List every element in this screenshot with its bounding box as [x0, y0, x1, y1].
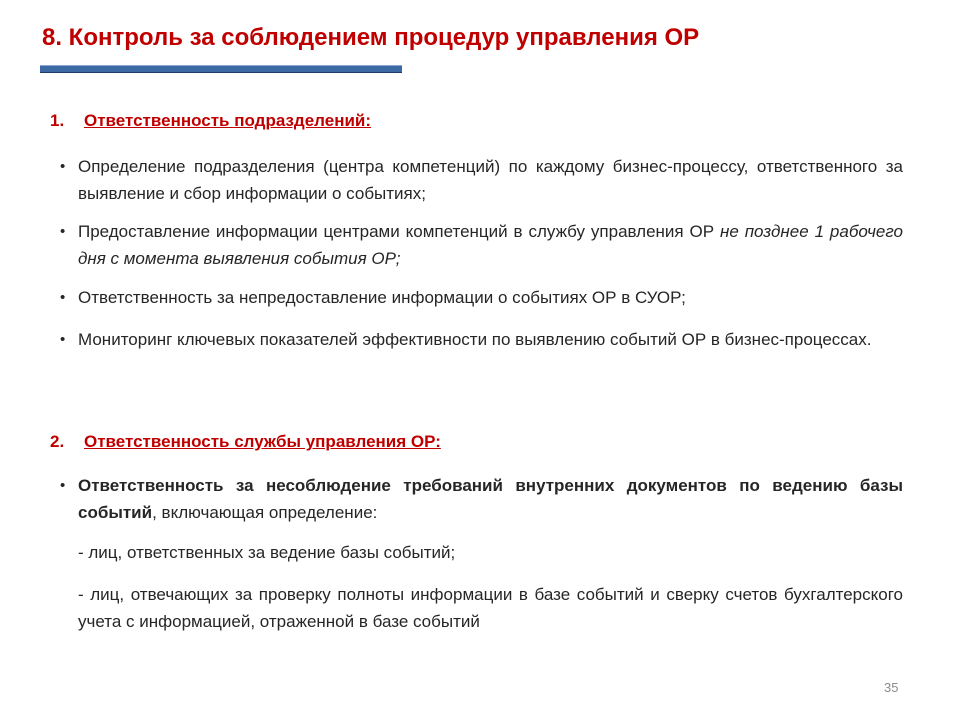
section-2-bullet-1: [60, 472, 903, 526]
bullet-text: [78, 218, 903, 272]
bullet-text-regular: Предоставление информации центрами компетенций в службу управления ОР: [78, 222, 720, 241]
title-underline-bar: [40, 65, 402, 73]
section-1-bullet-1: [60, 153, 903, 207]
bullet-text-regular: , включающая определение:: [152, 503, 378, 522]
bullet-text: Определение подразделения (центра компетенций) по каждому бизнес-процессу, ответственного за выявление и сбор информации о событиях;: [78, 157, 903, 203]
bullet-dot-icon: •: [60, 289, 66, 306]
section-1-label: Ответственность подразделений:: [84, 111, 372, 130]
section-2-heading: [50, 432, 441, 452]
bullet-dot-icon: •: [60, 331, 66, 348]
bullet-dot-icon: •: [60, 477, 66, 494]
section-1-heading: [50, 111, 371, 131]
bullet-text-bold: Ответственность за несоблюдение требований внутренних документов по ведению базы событий: [78, 476, 903, 522]
section-1-bullet-3: [60, 284, 903, 311]
bullet-dot-icon: •: [60, 158, 66, 175]
page-number: 35: [884, 680, 899, 695]
bullet-text: Ответственность за непредоставление информации о событиях ОР в СУОР;: [78, 288, 686, 307]
bullet-dot-icon: •: [60, 223, 66, 240]
section-2-dash-1: - лиц, ответственных за ведение базы событий;: [78, 543, 456, 562]
section-1-number: 1.: [50, 111, 65, 130]
section-2-dash-2: - лиц, отвечающих за проверку полноты информации в базе событий и сверку счетов бухгалтерского учета с информацией, отраженной в базе событий: [78, 585, 903, 631]
bullet-text: [78, 472, 903, 526]
bullet-text-italic: не позднее 1 рабочего дня с момента выявления события ОР;: [78, 222, 903, 268]
section-2-label: Ответственность службы управления ОР:: [84, 432, 441, 451]
section-2-number: 2.: [50, 432, 65, 451]
section-1-bullet-4: [60, 326, 903, 353]
bullet-text: Мониторинг ключевых показателей эффективности по выявлению событий ОР в бизнес-процессах.: [78, 330, 872, 349]
section-1-bullet-2: [60, 218, 903, 272]
slide-title: 8. Контроль за соблюдением процедур управления ОР: [42, 24, 700, 51]
